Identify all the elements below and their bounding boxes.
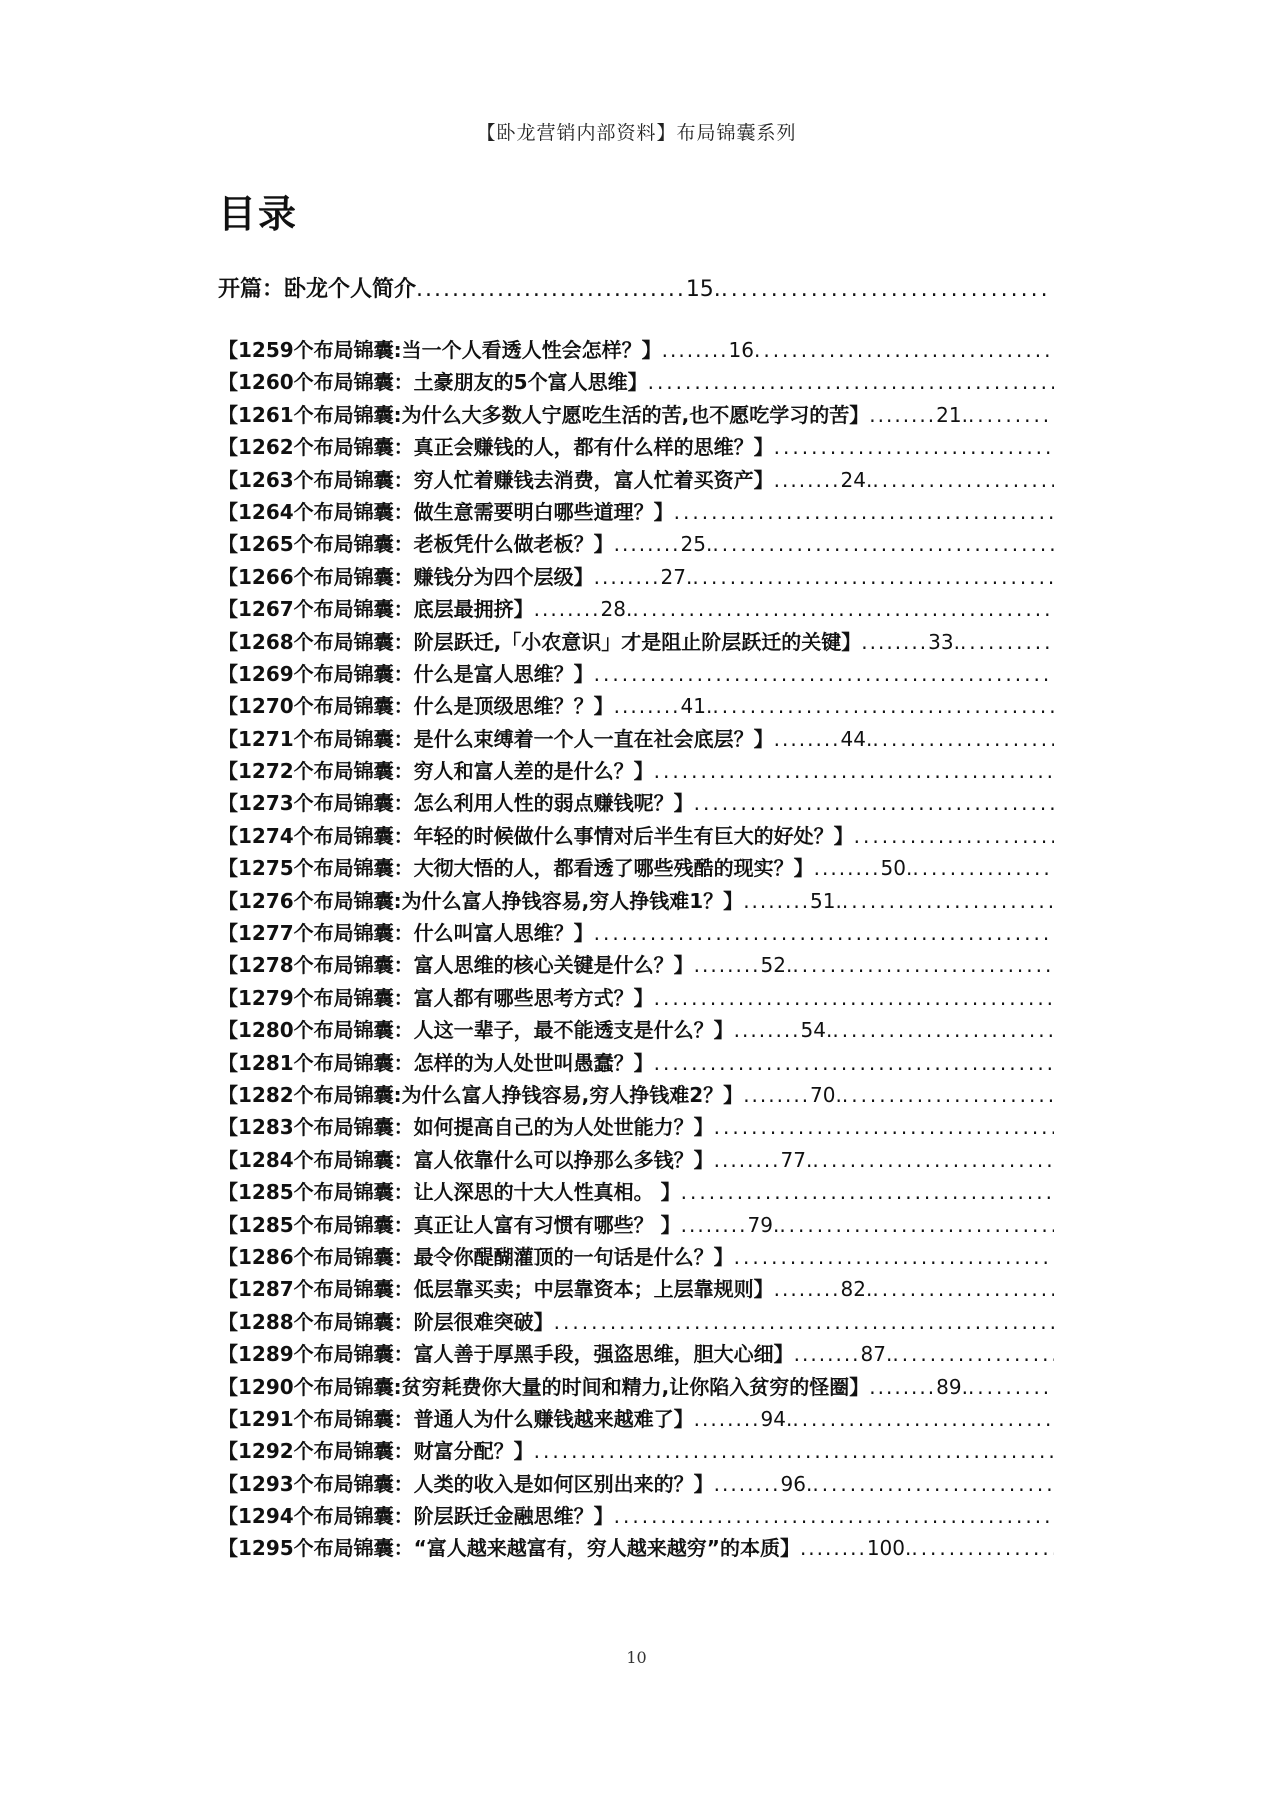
toc-entry[interactable] <box>218 949 1054 981</box>
toc-entry-page: 50. <box>880 856 913 881</box>
intro-entry[interactable] <box>218 272 1050 303</box>
toc-entry-page: 96. <box>780 1471 813 1496</box>
leader-dots <box>842 885 1054 917</box>
toc-entry[interactable] <box>218 1532 1054 1564</box>
leader-dots: ........ <box>613 532 681 557</box>
toc-entry[interactable] <box>218 496 1054 528</box>
leader-dots <box>681 1176 1054 1208</box>
leader-dots <box>694 787 1054 819</box>
leader-dots <box>654 1047 1054 1079</box>
toc-entry[interactable] <box>218 820 1054 852</box>
leader-dots <box>872 723 1054 755</box>
toc-entry-title: 【1279个布局锦囊：富人都有哪些思考方式？】 <box>218 985 654 1010</box>
toc-entry-page: 79. <box>747 1212 780 1237</box>
toc-entry[interactable] <box>218 464 1054 496</box>
toc-entry-page: 33. <box>928 629 960 654</box>
toc-entry[interactable] <box>218 1338 1054 1370</box>
toc-entry[interactable] <box>218 626 1054 658</box>
toc-entry[interactable] <box>218 690 1054 722</box>
running-header: 【卧龙营销内部资料】布局锦囊系列 <box>476 122 797 144</box>
leader-dots <box>812 1144 1054 1176</box>
leader-dots: ........ <box>593 564 661 589</box>
leader-dots <box>654 755 1054 787</box>
toc-entry-title: 【1295个布局锦囊：“富人越来越富有，穷人越来越穷”的本质】 <box>218 1536 800 1561</box>
leader-dots <box>614 1500 1054 1532</box>
leader-dots: ........ <box>693 1406 761 1431</box>
toc-entry-title: 【1285个布局锦囊：真正让人富有习惯有哪些？ 】 <box>218 1212 681 1237</box>
toc-entry[interactable] <box>218 1079 1054 1111</box>
toc-entry[interactable] <box>218 399 1054 431</box>
toc-entry-title: 【1274个布局锦囊：年轻的时候做什么事情对后半生有巨大的好处？】 <box>218 823 854 848</box>
leader-dots: ........ <box>693 953 761 978</box>
toc-entry[interactable] <box>218 658 1054 690</box>
leader-dots <box>594 917 1054 949</box>
toc-entry[interactable] <box>218 593 1054 625</box>
toc-entry-page: 77. <box>780 1147 813 1172</box>
toc-entry-title: 【1259个布局锦囊:当一个人看透人性会怎样？】 <box>218 338 662 362</box>
toc-entry[interactable] <box>218 366 1054 398</box>
leader-dots <box>632 593 1054 625</box>
toc-entry-title: 【1293个布局锦囊：人类的收入是如何区别出来的？】 <box>218 1471 714 1496</box>
toc-entry[interactable] <box>218 1468 1054 1500</box>
leader-dots <box>754 334 1054 366</box>
toc-entry-page: 89. <box>936 1374 968 1399</box>
page-title: 目录 <box>218 192 299 236</box>
toc-entry-title: 【1286个布局锦囊：最令你醍醐灌顶的一句话是什么？】 <box>218 1244 734 1269</box>
leader-dots: ........ <box>869 1374 937 1399</box>
toc-entry[interactable] <box>218 1209 1054 1241</box>
toc-entry-title: 【1287个布局锦囊：低层靠买卖；中层靠资本；上层靠规则】 <box>218 1277 774 1302</box>
leader-dots: ........ <box>661 338 729 362</box>
toc-entry[interactable] <box>218 885 1054 917</box>
toc-entry-title: 【1294个布局锦囊：阶层跃迁金融思维？】 <box>218 1504 614 1529</box>
toc-entry[interactable] <box>218 528 1054 560</box>
toc-entry-title: 【1290个布局锦囊:贫穷耗费你大量的时间和精力,让你陷入贫穷的怪圈】 <box>218 1374 870 1399</box>
toc-entry-page: 41. <box>680 694 713 719</box>
leader-dots <box>968 399 1054 431</box>
toc-entry-page: 70. <box>810 1082 842 1107</box>
leader-dots <box>734 1241 1054 1273</box>
toc-entry[interactable] <box>218 1014 1054 1046</box>
toc-entry[interactable] <box>218 755 1054 787</box>
toc-entry[interactable] <box>218 1176 1054 1208</box>
leader-dots <box>832 1014 1054 1046</box>
leader-dots: ........ <box>713 1147 781 1172</box>
leader-dots <box>692 561 1054 593</box>
toc-entry-title: 【1282个布局锦囊:为什么富人挣钱容易,穷人挣钱难2？】 <box>218 1082 744 1107</box>
leader-dots <box>854 820 1054 852</box>
toc-entry[interactable] <box>218 1047 1054 1079</box>
leader-dots: ........ <box>733 1018 801 1043</box>
toc-entry[interactable] <box>218 1435 1054 1467</box>
leader-dots <box>654 982 1054 1014</box>
toc-entry-page: 51. <box>810 888 842 913</box>
leader-dots: ........ <box>869 402 937 427</box>
page-number: 10 <box>626 1648 647 1667</box>
leader-dots <box>674 496 1054 528</box>
toc-entry-title: 【1277个布局锦囊：什么叫富人思维？】 <box>218 921 594 946</box>
toc-entry-title: 【1292个布局锦囊：财富分配？】 <box>218 1439 534 1464</box>
leader-dots <box>872 464 1054 496</box>
toc-entry-page: 82. <box>840 1277 873 1302</box>
toc-entry-title: 【1270个布局锦囊：什么是顶级思维？？】 <box>218 694 614 719</box>
leader-dots: .............................. <box>416 277 686 302</box>
toc-entry-page: 16 <box>728 338 754 362</box>
toc-entry[interactable] <box>218 1371 1054 1403</box>
toc-entry-title: 【1260个布局锦囊：土豪朋友的5个富人思维】 <box>218 370 648 395</box>
leader-dots <box>648 366 1054 398</box>
leader-dots <box>712 528 1054 560</box>
toc-entry-page: 87. <box>860 1342 893 1367</box>
toc-list <box>218 334 1054 1565</box>
toc-entry[interactable] <box>218 787 1054 819</box>
toc-entry[interactable] <box>218 917 1054 949</box>
leader-dots: ........ <box>773 1277 841 1302</box>
leader-dots: ........ <box>773 726 841 751</box>
toc-entry[interactable] <box>218 1144 1054 1176</box>
toc-entry-title: 【1269个布局锦囊：什么是富人思维？】 <box>218 661 594 686</box>
leader-dots <box>812 1468 1054 1500</box>
toc-entry-title: 【1291个布局锦囊：普通人为什么赚钱越来越难了】 <box>218 1406 694 1431</box>
toc-entry-page: 94. <box>760 1406 793 1431</box>
toc-entry-page: 54. <box>800 1018 833 1043</box>
toc-entry-title: 【1281个布局锦囊：怎样的为人处世叫愚蠢？】 <box>218 1050 654 1075</box>
toc-entry-page: 52. <box>760 953 793 978</box>
toc-entry-title: 【1278个布局锦囊：富人思维的核心关键是什么？】 <box>218 953 694 978</box>
toc-entry[interactable] <box>218 561 1054 593</box>
toc-entry-title: 【1284个布局锦囊：富人依靠什么可以挣那么多钱？】 <box>218 1147 714 1172</box>
toc-entry[interactable] <box>218 1403 1054 1435</box>
intro-page: 15. <box>685 277 721 302</box>
toc-entry-title: 【1267个布局锦囊：底层最拥挤】 <box>218 597 534 622</box>
toc-entry[interactable] <box>218 1273 1054 1305</box>
leader-dots: ........ <box>799 1536 867 1561</box>
leader-dots <box>968 1371 1054 1403</box>
leader-dots <box>872 1273 1054 1305</box>
toc-entry[interactable] <box>218 1500 1054 1532</box>
toc-entry[interactable] <box>218 1306 1054 1338</box>
toc-entry-page: 100. <box>866 1536 912 1561</box>
toc-entry-title: 【1285个布局锦囊：让人深思的十大人性真相。 】 <box>218 1180 681 1205</box>
toc-entry-title: 【1272个布局锦囊：穷人和富人差的是什么？】 <box>218 759 654 784</box>
leader-dots <box>792 1403 1054 1435</box>
toc-entry-title: 【1268个布局锦囊：阶层跃迁,「小农意识」才是阻止阶层跃迁的关键】 <box>218 629 862 654</box>
toc-entry-title: 【1271个布局锦囊：是什么束缚着一个人一直在社会底层？】 <box>218 726 774 751</box>
leader-dots <box>792 949 1054 981</box>
toc-entry-title: 【1289个布局锦囊：富人善于厚黑手段，强盗思维，胆大心细】 <box>218 1342 794 1367</box>
leader-dots: ........ <box>793 1342 861 1367</box>
toc-entry-title: 【1266个布局锦囊：赚钱分为四个层级】 <box>218 564 594 589</box>
leader-dots: ........ <box>680 1212 748 1237</box>
toc-entry-title: 【1283个布局锦囊：如何提高自己的为人处世能力？】 <box>218 1115 714 1140</box>
toc-entry-title: 【1273个布局锦囊：怎么利用人性的弱点赚钱呢？】 <box>218 791 694 816</box>
leader-dots <box>911 1532 1054 1564</box>
leader-dots <box>554 1306 1054 1338</box>
toc-entry-page: 27. <box>660 564 693 589</box>
leader-dots <box>721 277 1050 302</box>
leader-dots: ........ <box>861 629 929 654</box>
leader-dots <box>960 626 1054 658</box>
leader-dots <box>779 1209 1054 1241</box>
toc-entry-page: 28. <box>600 597 633 622</box>
leader-dots: ........ <box>813 856 881 881</box>
toc-entry-title: 【1275个布局锦囊：大彻大悟的人，都看透了哪些残酷的现实？】 <box>218 856 814 881</box>
toc-entry[interactable] <box>218 982 1054 1014</box>
leader-dots <box>712 690 1054 722</box>
toc-entry[interactable] <box>218 852 1054 884</box>
toc-entry-title: 【1263个布局锦囊：穷人忙着赚钱去消费，富人忙着买资产】 <box>218 467 774 492</box>
toc-entry-title: 【1276个布局锦囊:为什么富人挣钱容易,穷人挣钱难1？】 <box>218 888 744 913</box>
toc-entry[interactable] <box>218 431 1054 463</box>
leader-dots <box>714 1111 1054 1143</box>
leader-dots: ........ <box>773 467 841 492</box>
toc-entry-title: 【1265个布局锦囊：老板凭什么做老板？】 <box>218 532 614 557</box>
toc-entry[interactable] <box>218 1111 1054 1143</box>
toc-entry-title: 【1280个布局锦囊：人这一辈子，最不能透支是什么？】 <box>218 1018 734 1043</box>
toc-entry-title: 【1262个布局锦囊：真正会赚钱的人，都有什么样的思维？】 <box>218 435 774 460</box>
leader-dots <box>774 431 1054 463</box>
toc-entry-page: 25. <box>680 532 713 557</box>
leader-dots: ........ <box>613 694 681 719</box>
intro-label: 开篇：卧龙个人简介 <box>218 277 417 302</box>
leader-dots <box>912 852 1054 884</box>
leader-dots: ........ <box>713 1471 781 1496</box>
leader-dots <box>534 1435 1054 1467</box>
toc-entry[interactable] <box>218 334 1054 366</box>
toc-entry[interactable] <box>218 723 1054 755</box>
toc-entry-page: 44. <box>840 726 873 751</box>
toc-entry-title: 【1264个布局锦囊：做生意需要明白哪些道理？】 <box>218 499 674 524</box>
toc-entry-page: 24. <box>840 467 873 492</box>
leader-dots: ........ <box>743 1082 811 1107</box>
toc-entry-title: 【1261个布局锦囊:为什么大多数人宁愿吃生活的苦,也不愿吃学习的苦】 <box>218 402 870 427</box>
leader-dots: ........ <box>533 597 601 622</box>
leader-dots <box>892 1338 1054 1370</box>
leader-dots <box>594 658 1054 690</box>
toc-entry-page: 21. <box>936 402 968 427</box>
toc-entry[interactable] <box>218 1241 1054 1273</box>
leader-dots <box>842 1079 1054 1111</box>
leader-dots: ........ <box>743 888 811 913</box>
toc-entry-title: 【1288个布局锦囊：阶层很难突破】 <box>218 1309 554 1334</box>
